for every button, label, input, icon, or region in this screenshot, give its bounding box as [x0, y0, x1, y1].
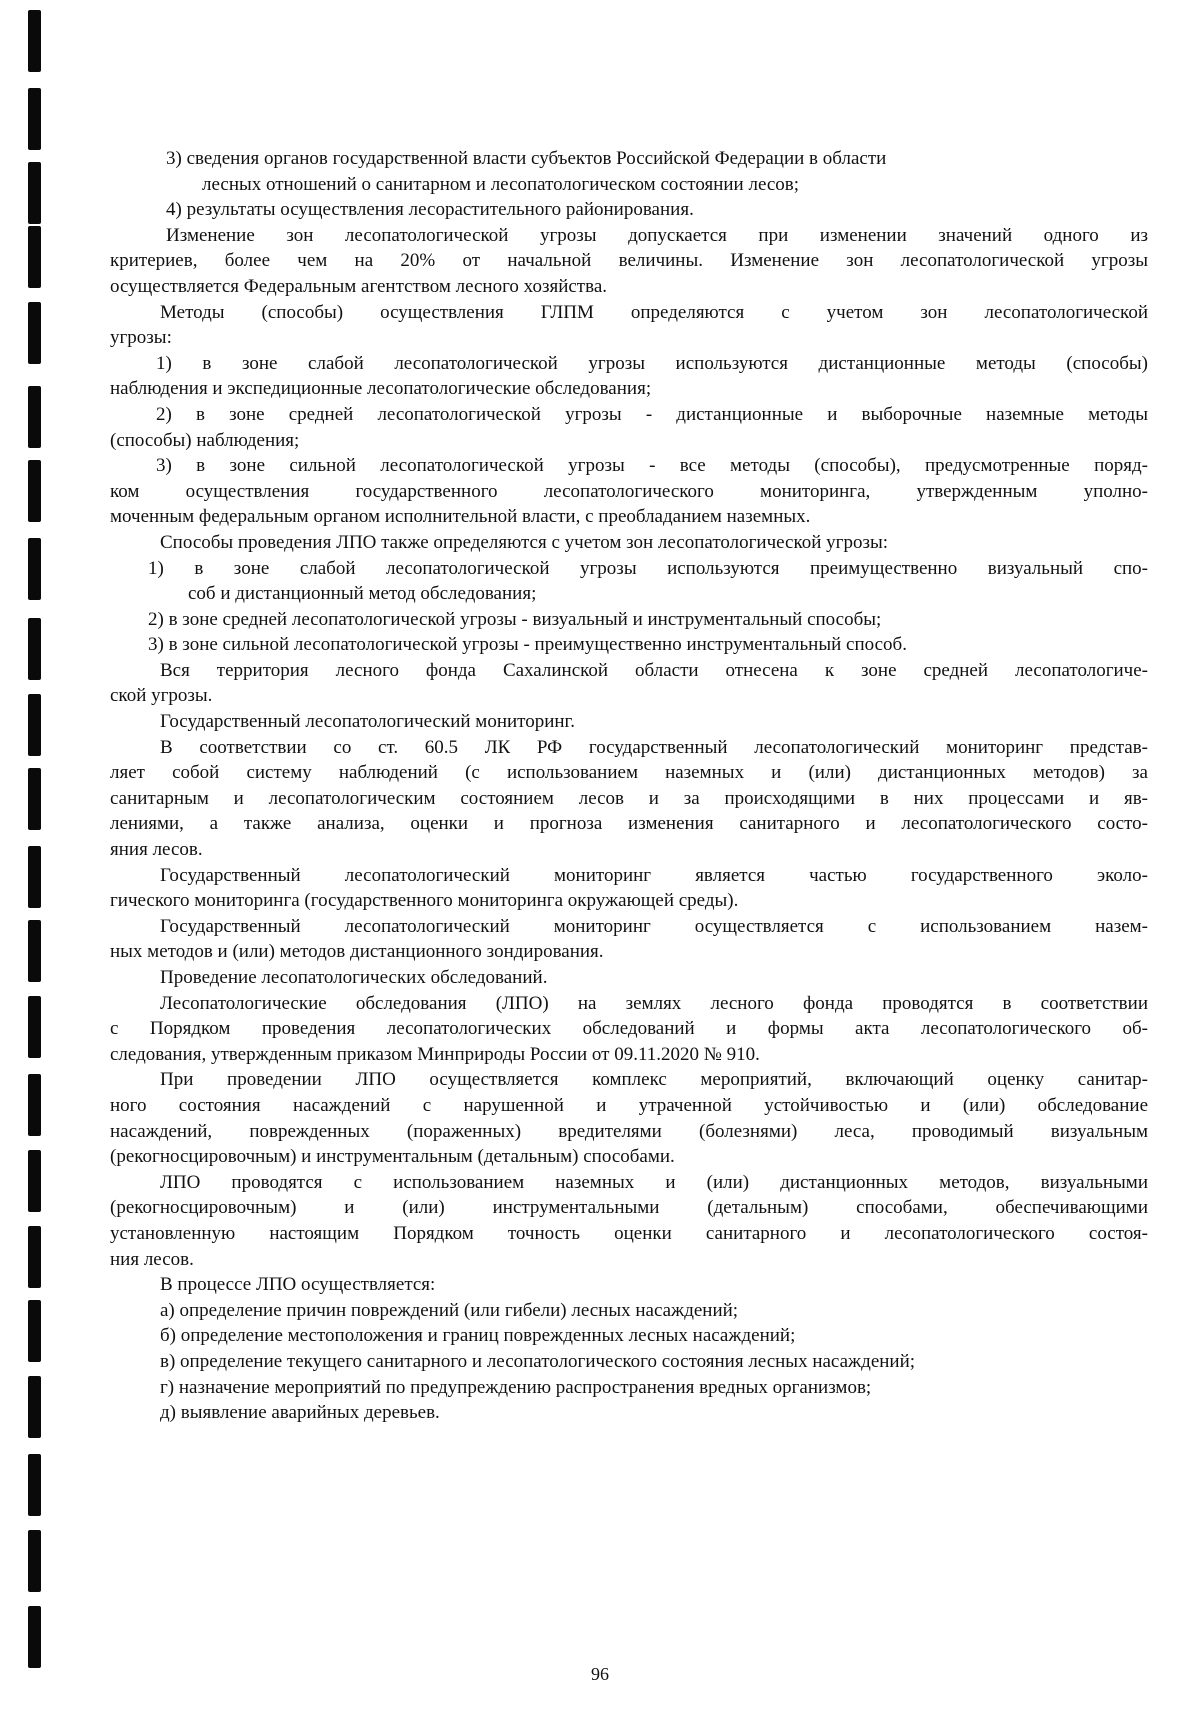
text-line: При проведении ЛПО осуществляется комплекс мероприятий, включающий оценку санитар- — [160, 1069, 1148, 1091]
text-line: г) назначение мероприятий по предупреждению распространения вредных организмов; — [160, 1376, 872, 1398]
text-line: 3) в зоне сильной лесопатологической угрозы - все методы (способы), предусмотренные поряд- — [156, 455, 1148, 477]
binder-hole — [28, 1454, 41, 1516]
binder-hole — [28, 226, 41, 288]
text-line: в) определение текущего санитарного и лесопатологического состояния лесных насаждений; — [160, 1350, 916, 1372]
text-line: ния лесов. — [110, 1248, 194, 1270]
text-line: Лесопатологические обследования (ЛПО) на землях лесного фонда проводятся в соответствии — [160, 992, 1148, 1014]
text-line: (рекогносцировочным) и инструментальным (детальным) способами. — [110, 1146, 675, 1168]
text-line: ЛПО проводятся с использованием наземных и (или) дистанционных методов, визуальными — [160, 1171, 1148, 1193]
binder-holes — [0, 0, 60, 1710]
text-line: ком осуществления государственного лесопатологического мониторинга, утвержденным уполно- — [110, 480, 1148, 502]
text-line: Методы (способы) осуществления ГЛПМ определяются с учетом зон лесопатологической — [160, 301, 1148, 323]
text-line: В процессе ЛПО осуществляется: — [160, 1274, 436, 1296]
text-line: моченным федеральным органом исполнительной власти, с преобладанием наземных. — [110, 506, 811, 528]
document-body — [110, 146, 1148, 1426]
text-line: критериев, более чем на 20% от начальной величины. Изменение зон лесопатологической угрозы — [110, 250, 1148, 272]
binder-hole — [28, 768, 41, 830]
text-line: лениями, а также анализа, оценки и прогноза изменения санитарного и лесопатологического состо- — [110, 813, 1148, 835]
text-line: (способы) наблюдения; — [110, 429, 300, 451]
text-line: яния лесов. — [110, 839, 203, 861]
binder-hole — [28, 1376, 41, 1438]
text-line: следования, утвержденным приказом Минприроды России от 09.11.2020 № 910. — [110, 1043, 760, 1065]
text-line: б) определение местоположения и границ поврежденных лесных насаждений; — [160, 1325, 796, 1347]
text-line: 1) в зоне слабой лесопатологической угрозы используются дистанционные методы (способы) — [156, 352, 1148, 374]
text-line: установленную настоящим Порядком точность оценки санитарного и лесопатологического состоя- — [110, 1222, 1148, 1244]
binder-hole — [28, 1226, 41, 1288]
binder-hole — [28, 1606, 41, 1668]
text-line: (рекогносцировочным) и (или) инструментальными (детальным) способами, обеспечивающими — [110, 1197, 1148, 1219]
text-line: Государственный лесопатологический мониторинг. — [160, 711, 575, 733]
text-line: Изменение зон лесопатологической угрозы допускается при изменении значений одного из — [166, 224, 1148, 246]
text-line: 2) в зоне средней лесопатологической угрозы - дистанционные и выборочные наземные методы — [156, 403, 1148, 425]
binder-hole — [28, 618, 41, 680]
text-line: Государственный лесопатологический мониторинг осуществляется с использованием назем- — [160, 915, 1148, 937]
binder-hole — [28, 1300, 41, 1362]
binder-hole — [28, 1150, 41, 1212]
binder-hole — [28, 460, 41, 522]
text-line: Способы проведения ЛПО также определяются с учетом зон лесопатологической угрозы: — [160, 531, 889, 553]
text-line: 2) в зоне средней лесопатологической угрозы - визуальный и инструментальный способы; — [148, 608, 882, 630]
page-number: 96 — [591, 1664, 609, 1684]
text-line: а) определение причин повреждений (или гибели) лесных насаждений; — [160, 1299, 739, 1321]
text-line: Проведение лесопатологических обследований. — [160, 967, 548, 988]
text-line: угрозы: — [110, 327, 172, 349]
text-line: насаждений, поврежденных (пораженных) вредителями (болезнями) леса, проводимый визуальным — [110, 1120, 1148, 1142]
text-line: 4) результаты осуществления лесорастительного районирования. — [166, 199, 694, 221]
binder-hole — [28, 996, 41, 1058]
text-line: наблюдения и экспедиционные лесопатологические обследования; — [110, 378, 652, 400]
text-line: ного состояния насаждений с нарушенной и утраченной устойчивостью и (или) обследование — [110, 1094, 1148, 1116]
text-line: лесных отношений о санитарном и лесопатологическом состоянии лесов; — [202, 173, 800, 195]
text-line: гического мониторинга (государственного мониторинга окружающей среды). — [110, 890, 739, 912]
text-line: Государственный лесопатологический мониторинг является частью государственного эколо- — [160, 864, 1148, 886]
text-line: осуществляется Федеральным агентством лесного хозяйства. — [110, 275, 607, 297]
binder-hole — [28, 302, 41, 364]
binder-hole — [28, 846, 41, 908]
text-line: ляет собой систему наблюдений (с использованием наземных и (или) дистанционных методов) за — [110, 762, 1148, 784]
binder-hole — [28, 162, 41, 224]
binder-hole — [28, 88, 41, 150]
text-line: соб и дистанционный метод обследования; — [188, 583, 537, 605]
text-line: ных методов и (или) методов дистанционного зондирования. — [110, 941, 604, 963]
binder-hole — [28, 386, 41, 448]
text-line: 3) сведения органов государственной власти субъектов Российской Федерации в области — [166, 148, 887, 169]
binder-hole — [28, 920, 41, 982]
binder-hole — [28, 1074, 41, 1136]
binder-hole — [28, 694, 41, 756]
text-line: санитарным и лесопатологическим состоянием лесов и за происходящими в них процессами и яв- — [110, 787, 1148, 809]
binder-hole — [28, 538, 41, 600]
binder-hole — [28, 10, 41, 72]
text-line: Вся территория лесного фонда Сахалинской области отнесена к зоне средней лесопатологиче- — [160, 659, 1148, 681]
text-line: ской угрозы. — [110, 685, 213, 707]
text-line: с Порядком проведения лесопатологических обследований и формы акта лесопатологического об- — [110, 1018, 1148, 1040]
text-line: 1) в зоне слабой лесопатологической угрозы используются преимущественно визуальный спо- — [148, 557, 1148, 579]
text-line: д) выявление аварийных деревьев. — [160, 1402, 440, 1424]
text-line: В соответствии со ст. 60.5 ЛК РФ государственный лесопатологический мониторинг представ- — [160, 736, 1148, 758]
binder-hole — [28, 1530, 41, 1592]
text-line: 3) в зоне сильной лесопатологической угрозы - преимущественно инструментальный способ. — [148, 634, 907, 656]
